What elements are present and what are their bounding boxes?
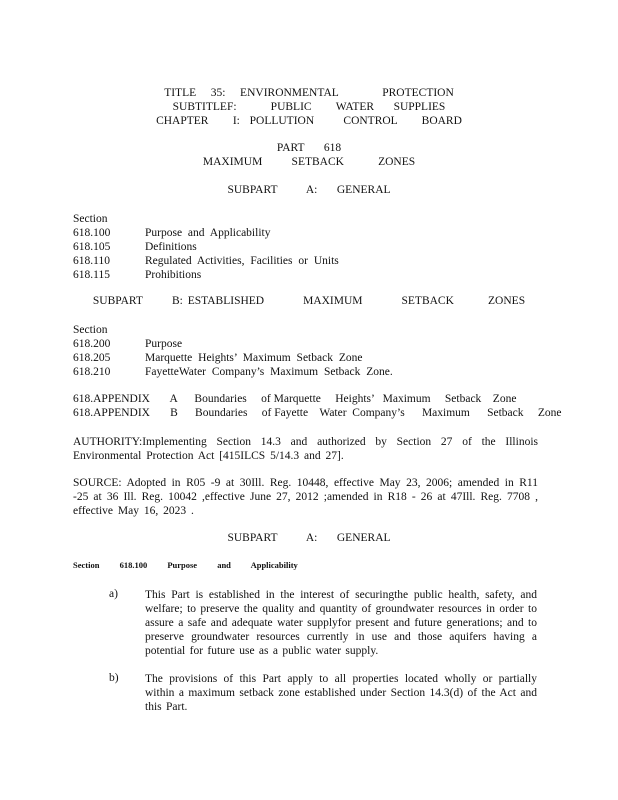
subsection-text: This Part is established in the interest of securingthe public health, safety, and welfare; to preserve the quality and quantity of groundwater resources in order to assure a safe and adequate water supplyfor present and future generations; and to preserve groundwater resources currently in use and those aquifers having a potential for future use as a public water supply.	[145, 589, 537, 657]
section-heading-title-word: Applicability	[250, 560, 298, 570]
section-heading-title-word: and	[217, 560, 231, 570]
title-line: TITLE 35: ENVIRONMENTAL PROTECTION	[164, 87, 454, 99]
authority-note: AUTHORITY:Implementing Section 14.3 and authorized by Section 27 of the Illinois Environmental Protection Act [415ILCS 5/14.3 and 27].	[73, 436, 538, 462]
toc-section-number: 618.205	[73, 352, 111, 364]
toc-section-number: 618.100	[73, 227, 111, 239]
toc-section-title: Prohibitions	[145, 269, 202, 281]
toc-row	[73, 226, 553, 240]
toc-section-title: Regulated Activities, Facilities or Units	[145, 255, 339, 267]
section-heading	[73, 560, 316, 570]
appendix-entry: 618.APPENDIX B Boundaries of Fayette Water Company’s Maximum Setback Zone	[73, 407, 562, 419]
toc-row	[73, 254, 553, 268]
toc-section-title: Marquette Heights’ Maximum Setback Zone	[145, 352, 363, 364]
section-heading-number: 618.100	[119, 560, 148, 570]
toc-row	[73, 337, 553, 351]
toc-section-number: 618.105	[73, 241, 111, 253]
appendix-entry: 618.APPENDIX A Boundaries of Marquette Heights’ Maximum Setback Zone	[73, 393, 517, 405]
part-name: MAXIMUM SETBACK ZONES	[202, 156, 416, 168]
subpart-b-heading: SUBPART B: ESTABLISHED MAXIMUM SETBACK ZONES	[92, 295, 526, 307]
subpart-a-heading-repeat: SUBPART A: GENERAL	[227, 532, 391, 544]
toc-row	[73, 268, 553, 282]
part-number: PART 618	[276, 142, 342, 154]
section-heading-title-word: Purpose	[167, 560, 198, 570]
toc-row	[73, 240, 553, 254]
toc-section-title: Definitions	[145, 241, 197, 253]
appendix-list	[73, 392, 562, 420]
subsection-label: b)	[109, 672, 119, 684]
toc-section-label: Section	[73, 324, 108, 336]
subtitle-line: SUBTITLEF: PUBLIC WATER SUPPLIES	[172, 101, 446, 113]
toc-subpart-a	[73, 212, 553, 282]
section-heading-label: Section	[73, 560, 100, 570]
source-note: SOURCE: Adopted in R05 -9 at 30Ill. Reg. 10448, effective May 23, 2006; amended in R11 -25 at 36 Ill. Reg. 10042 ,effective June 27, 2012 ;amended in R18 - 26 at 47Ill. Reg. 7708 , effective May 16, 2023 .	[73, 477, 538, 517]
toc-section-title: Purpose	[145, 338, 183, 350]
toc-section-number: 618.200	[73, 338, 111, 350]
toc-subpart-b	[73, 323, 553, 379]
toc-section-number: 618.110	[73, 255, 110, 267]
toc-section-title: Purpose and Applicability	[145, 227, 271, 239]
toc-section-number: 618.210	[73, 366, 111, 378]
subpart-a-heading: SUBPART A: GENERAL	[227, 184, 391, 196]
toc-section-title: FayetteWater Company’s Maximum Setback Zone.	[145, 366, 393, 378]
toc-row	[73, 351, 553, 365]
toc-section-number: 618.115	[73, 269, 110, 281]
toc-row	[73, 365, 553, 379]
toc-section-label: Section	[73, 213, 108, 225]
chapter-line: CHAPTER I: POLLUTION CONTROL BOARD	[156, 115, 462, 127]
subsection-text: The provisions of this Part apply to all properties located wholly or partially within a maximum setback zone established under Section 14.3(d) of the Act and this Part.	[145, 673, 537, 713]
subsection-label: a)	[109, 588, 118, 600]
